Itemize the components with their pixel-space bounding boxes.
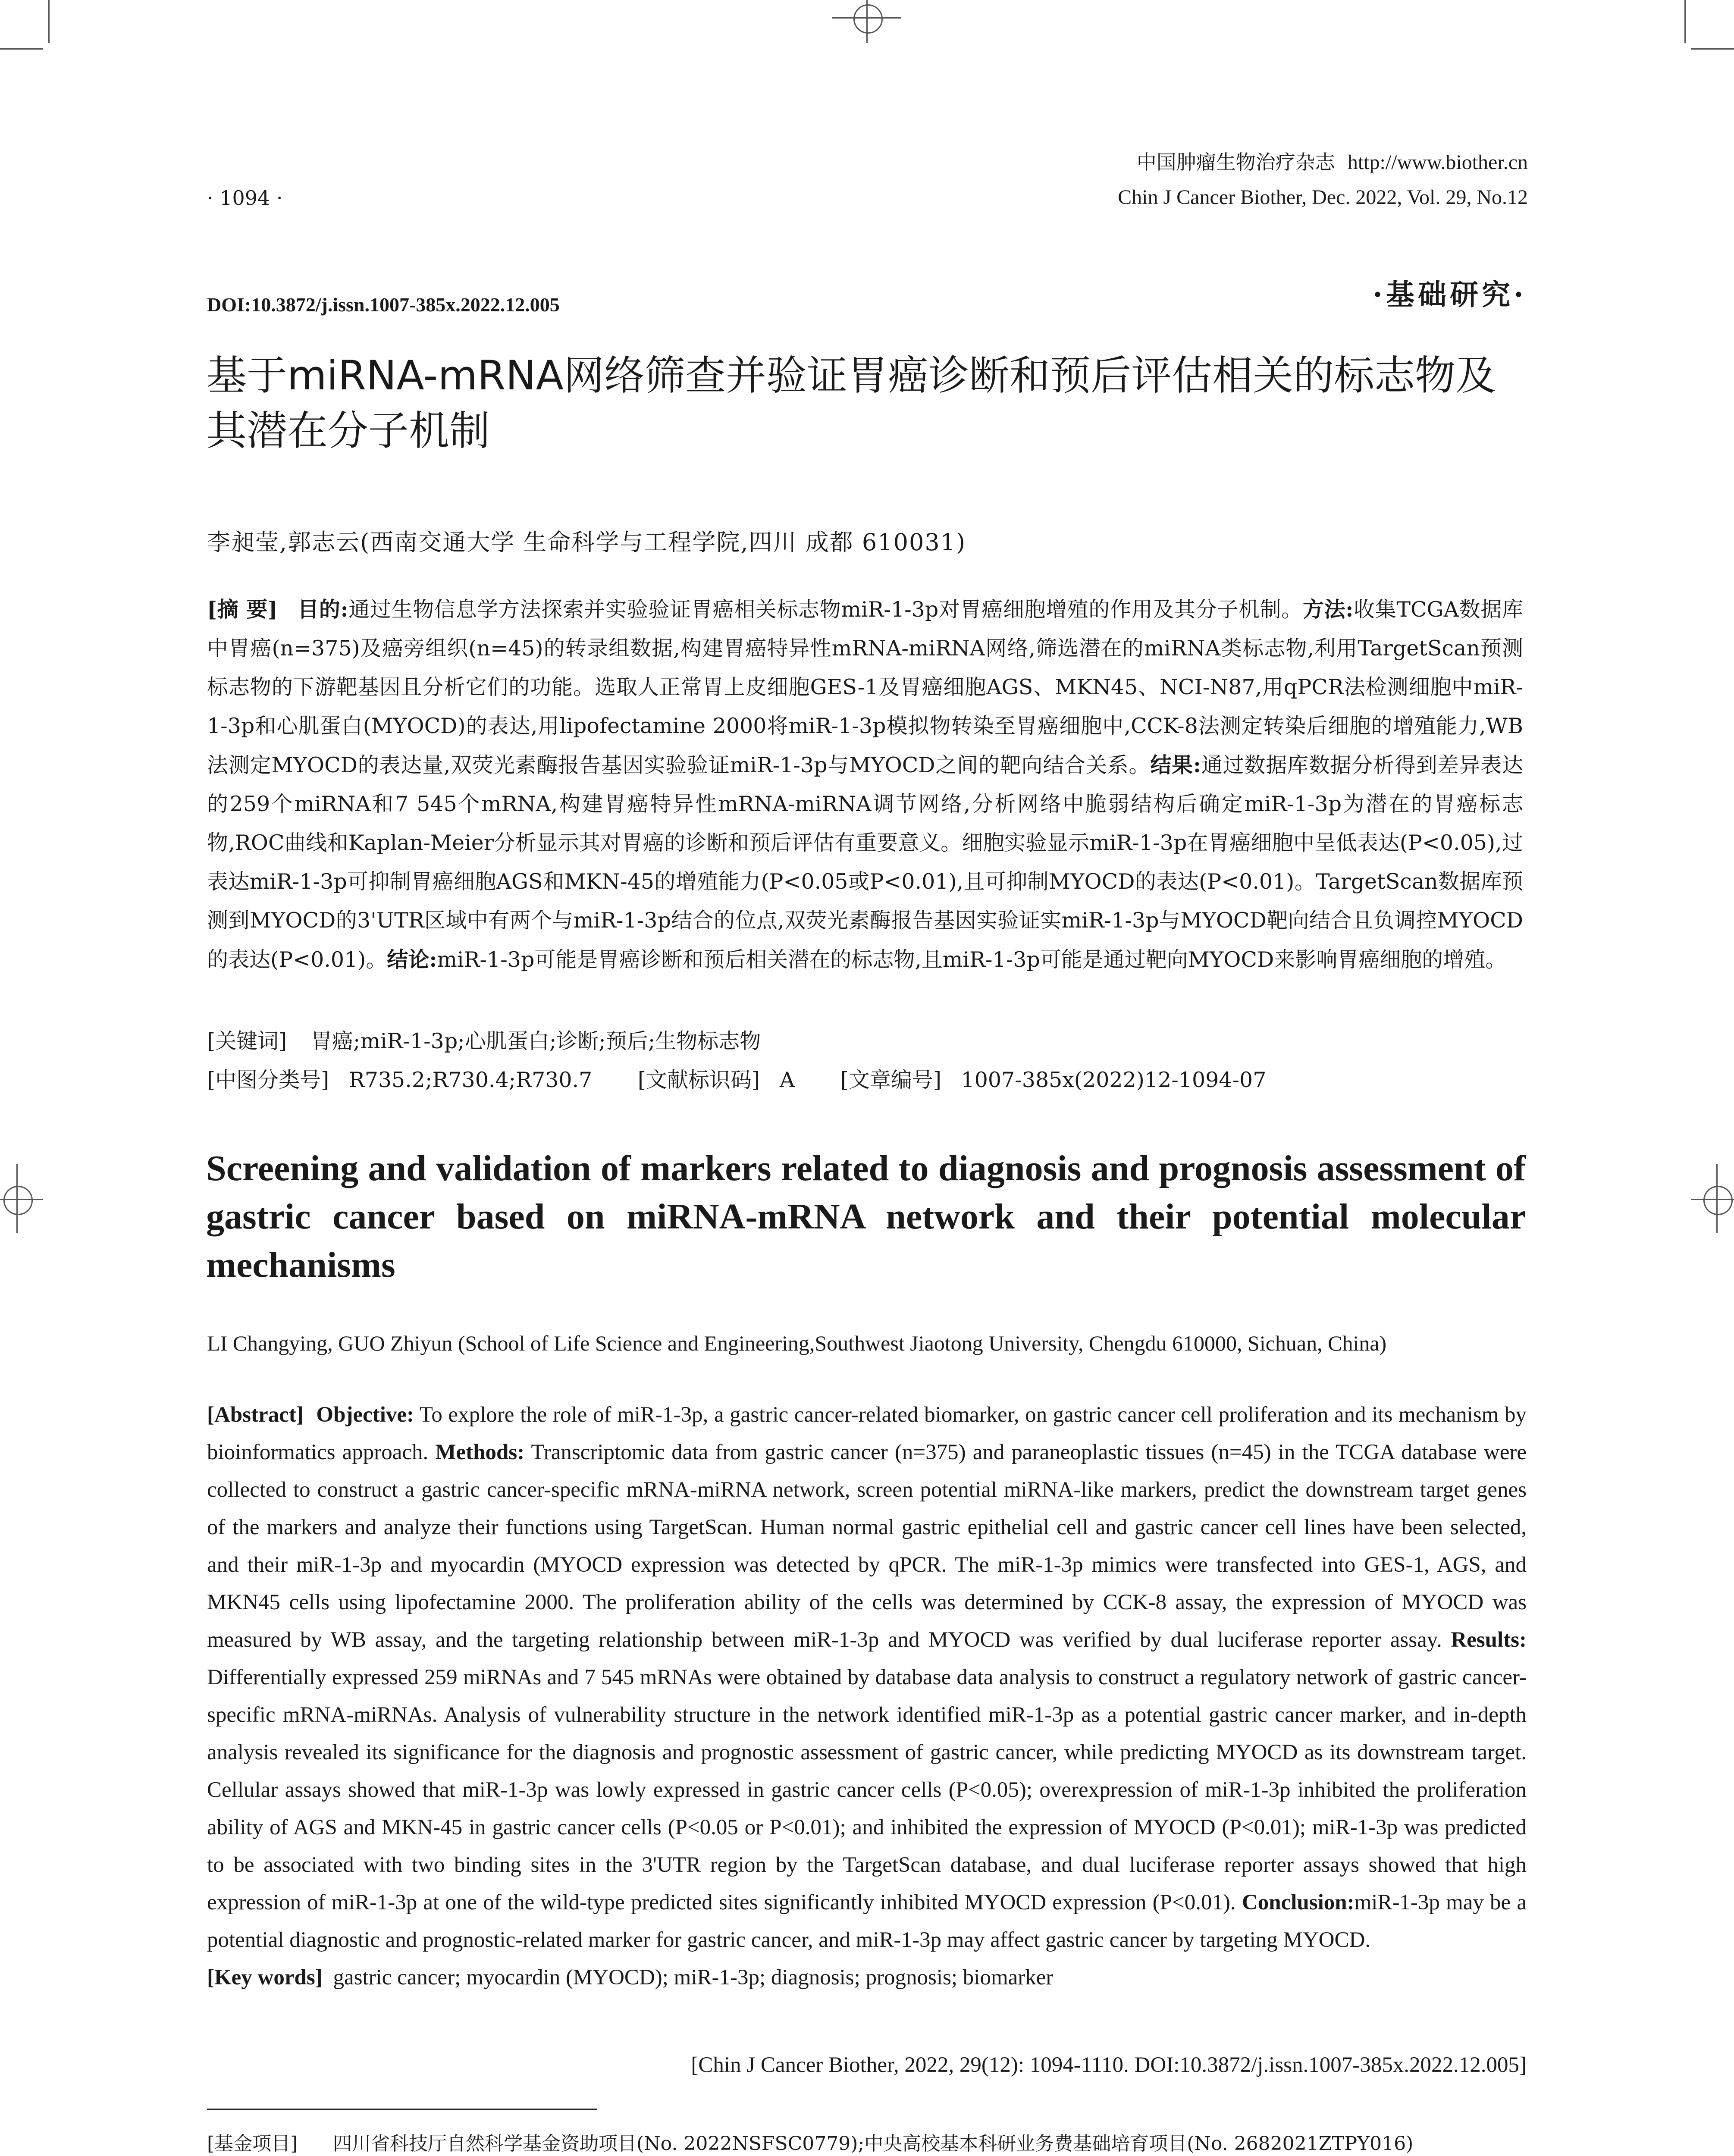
keywords-en-label: [Key words]	[207, 1965, 323, 1990]
fund-text: 四川省科技厅自然科学基金资助项目(No. 2022NSFSC0779);中央高校基本科研业务费基础培育项目(No. 2682021ZTPY016)	[333, 2133, 1414, 2155]
keywords-cn-label: [关键词]	[207, 1029, 287, 1053]
objective-text-en: To explore the role of miR-1-3p, a gastric cancer-related biomarker, on gastric cancer cell proliferation and its mechanism by bioinformatics approach.	[207, 1403, 1527, 1464]
methods-label-cn: 方法:	[1302, 597, 1354, 622]
article-number-label: [文章编号]	[840, 1068, 941, 1092]
keywords-en-text: gastric cancer; myocardin (MYOCD); miR-1-3p; diagnosis; prognosis; biomarker	[333, 1965, 1054, 1990]
clc-label: [中图分类号]	[207, 1068, 329, 1092]
objective-text-cn: 通过生物信息学方法探索并实验验证胃癌相关标志物miR-1-3p对胃癌细胞增殖的作用及其分子机制。	[348, 597, 1303, 622]
methods-text-en: Transcriptomic data from gastric cancer (n=375) and paraneoplastic tissues (n=45) in the TCGA database were collected to construct a gastric cancer-specific mRNA-miRNA network, screen potential miRNA-like markers, predict the downstream target genes of the markers and analyze their functions using TargetScan. Human normal gastric epithelial cell and gastric cancer cell lines have been selected, and their miR-1-3p and myocardin (MYOCD expression was detected by qPCR. The miR-1-3p mimics were transfected into GES-1, AGS, and MKN45 cells using lipofectamine 2000. The proliferation ability of the cells was determined by CCK-8 assay, the expression of MYOCD was measured by WB assay, and the targeting relationship between miR-1-3p and MYOCD was verified by dual luciferase reporter assay.	[207, 1440, 1527, 1652]
methods-label-en: Methods:	[435, 1440, 525, 1464]
journal-url[interactable]: http://www.biother.cn	[1347, 151, 1528, 174]
results-text-en: Differentially expressed 259 miRNAs and 7 545 mRNAs were obtained by database data analysis to construct a regulatory network of gastric cancer-specific mRNA-miRNAs. Analysis of vulnerability structure in the network identified miR-1-3p as a potential gastric cancer marker, and in-depth analysis revealed its significance for the diagnosis and prognostic assessment of gastric cancer, while predicting MYOCD as its downstream target. Cellular assays showed that miR-1-3p was lowly expressed in gastric cancer cells (P<0.05); overexpression of miR-1-3p inhibited the proliferation ability of AGS and MKN-45 in gastric cancer cells (P<0.05 or P<0.01); and inhibited the expression of MYOCD (P<0.01); miR-1-3p was predicted to be associated with two binding sites in the 3'UTR region by the TargetScan database, and dual luciferase reporter assays showed that high expression of miR-1-3p at one of the wild-type predicted sites significantly inhibited MYOCD expression (P<0.01).	[207, 1665, 1527, 1915]
objective-label-cn: 目的:	[298, 597, 348, 622]
conclusion-label-cn: 结论:	[387, 947, 437, 972]
results-label-cn: 结果:	[1150, 752, 1201, 777]
title-cn: 基于miRNA-mRNA网络筛查并验证胃癌诊断和预后评估相关的标志物及其潜在分子机制	[206, 352, 1496, 454]
fund-label: [基金项目]	[207, 2133, 298, 2155]
objective-label-en: Objective:	[316, 1403, 414, 1427]
abstract-cn-label: [摘 要]	[207, 597, 278, 622]
results-text-cn: 通过数据库数据分析得到差异表达的259个miRNA和7 545个mRNA,构建胃癌特异性mRNA-miRNA调节网络,分析网络中脆弱结构后确定miR-1-3p为潜在的胃癌标志物,ROC曲线和Kaplan-Meier分析显示其对胃癌的诊断和预后评估有重要意义。细胞实验显示miR-1-3p在胃癌细胞中呈低表达(P<0.05),过表达miR-1-3p可抑制胃癌细胞AGS和MKN-45的增殖能力(P<0.05或P<0.01),且可抑制MYOCD的表达(P<0.01)。TargetScan数据库预测到MYOCD的3'UTR区域中有两个与miR-1-3p结合的位点,双荧光素酶报告基因实验证实miR-1-3p与MYOCD靶向结合且负调控MYOCD的表达(P<0.01)。	[207, 753, 1523, 972]
classification-line	[207, 1061, 1523, 1100]
conclusion-label-en: Conclusion:	[1242, 1890, 1355, 1915]
doc-code-value: A	[779, 1068, 795, 1092]
conclusion-text-en: miR-1-3p may be a potential diagnostic and prognostic-related marker for gastric cancer, and miR-1-3p may affect gastric cancer by targeting MYOCD.	[207, 1890, 1527, 1952]
authors-cn: 李昶莹,郭志云(西南交通大学 生命科学与工程学院,四川 成都 610031)	[207, 529, 966, 556]
conclusion-text-cn: miR-1-3p可能是胃癌诊断和预后相关潜在的标志物,且miR-1-3p可能是通过靶向MYOCD来影响胃癌细胞的增殖。	[437, 947, 1507, 972]
journal-name-cn: 中国肿瘤生物治疗杂志	[1136, 150, 1335, 174]
results-label-en: Results:	[1451, 1628, 1527, 1652]
clc-value: R735.2;R730.4;R730.7	[348, 1068, 593, 1092]
section-tag: ·基础研究·	[1373, 278, 1527, 311]
keywords-cn	[207, 1022, 1523, 1061]
page-number: · 1094 ·	[207, 186, 283, 210]
footnote-divider	[207, 2109, 597, 2110]
citation-line: [Chin J Cancer Biother, 2022, 29(12): 1094-1110. DOI:10.3872/j.issn.1007-385x.2022.12.005]	[691, 2053, 1527, 2077]
title-en: Screening and validation of markers related to diagnosis and prognosis assessment of gastric cancer based on miRNA-mRNA network and their potential molecular mechanisms	[206, 1148, 1526, 1285]
abstract-en-label: [Abstract]	[207, 1403, 304, 1427]
authors-en: LI Changying, GUO Zhiyun (School of Life Science and Engineering,Southwest Jiaotong University, Chengdu 610000, Sichuan, China)	[207, 1331, 1387, 1355]
abstract-cn	[207, 590, 1523, 979]
footnote-fund	[207, 2128, 1413, 2156]
methods-text-cn: 收集TCGA数据库中胃癌(n=375)及癌旁组织(n=45)的转录组数据,构建胃癌特异性mRNA-miRNA网络,筛选潜在的miRNA类标志物,利用TargetScan预测标志物的下游靶基因且分析它们的功能。选取人正常胃上皮细胞GES-1及胃癌细胞AGS、MKN45、NCI-N87,用qPCR法检测细胞中miR-1-3p和心肌蛋白(MYOCD)的表达,用lipofectamine 2000将miR-1-3p模拟物转染至胃癌细胞中,CCK-8法测定转染后细胞的增殖能力,WB法测定MYOCD的表达量,双荧光素酶报告基因实验验证miR-1-3p与MYOCD之间的靶向结合关系。	[207, 597, 1523, 777]
abstract-en	[207, 1396, 1527, 1996]
journal-header	[1137, 147, 1528, 175]
doc-code-label: [文献标识码]	[637, 1068, 760, 1092]
keywords-cn-text: 胃癌;miR-1-3p;心肌蛋白;诊断;预后;生物标志物	[310, 1029, 761, 1053]
journal-issue-line: Chin J Cancer Biother, Dec. 2022, Vol. 29, No.12	[1118, 186, 1528, 209]
doi: DOI:10.3872/j.issn.1007-385x.2022.12.005	[207, 294, 560, 316]
article-number-value: 1007-385x(2022)12-1094-07	[961, 1068, 1267, 1092]
